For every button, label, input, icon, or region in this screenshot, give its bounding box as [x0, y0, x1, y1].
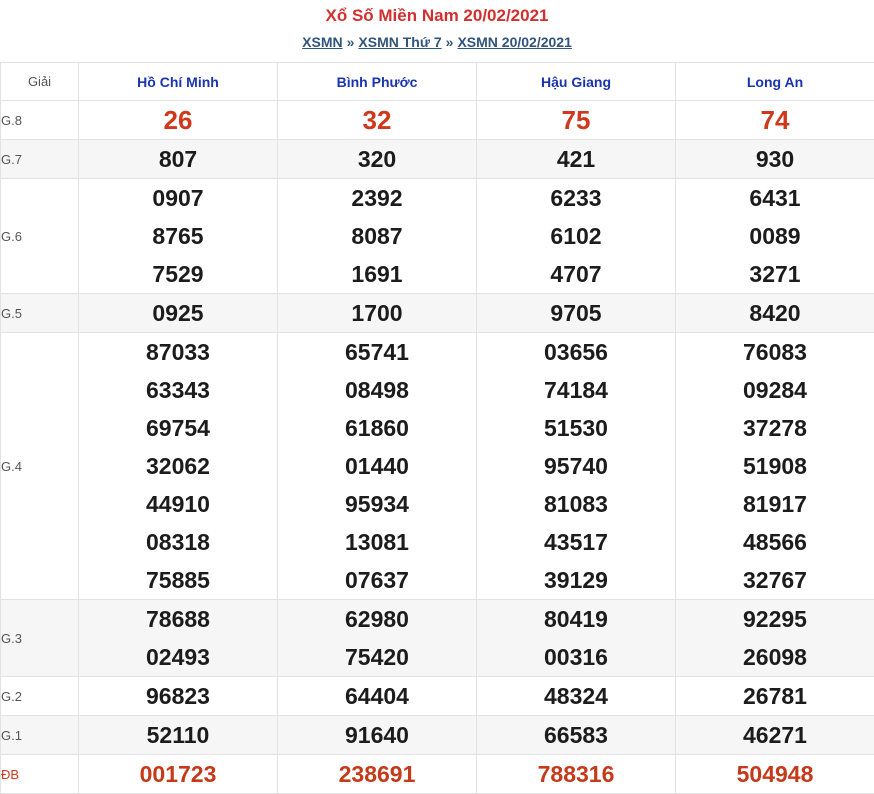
result-number: 80419	[544, 606, 608, 632]
result-cell	[79, 179, 278, 294]
result-number: 6102	[550, 223, 602, 249]
results-body	[1, 101, 874, 794]
result-number: 69754	[146, 415, 210, 441]
result-cell	[676, 755, 874, 794]
result-cell	[477, 140, 676, 179]
prize-label: G.6	[1, 179, 79, 294]
result-number: 37278	[743, 415, 807, 441]
result-number: 95934	[345, 491, 409, 517]
result-number: 6431	[749, 185, 801, 211]
result-number: 26781	[743, 683, 807, 709]
result-cell	[278, 677, 477, 716]
result-number: 8420	[749, 300, 801, 326]
breadcrumb	[0, 34, 874, 50]
result-cell	[477, 716, 676, 755]
result-number: 62980	[345, 606, 409, 632]
prize-row-g6	[1, 179, 874, 294]
result-number: 26098	[743, 644, 807, 670]
result-cell	[278, 101, 477, 140]
result-number: 81917	[743, 491, 807, 517]
result-number: 39129	[544, 567, 608, 593]
table-header-row	[1, 63, 874, 101]
result-number: 48324	[544, 683, 608, 709]
breadcrumb-separator: »	[445, 34, 454, 50]
result-number: 6233	[550, 185, 602, 211]
result-number: 3271	[749, 261, 801, 287]
result-cell	[79, 294, 278, 333]
result-number: 7529	[152, 261, 204, 287]
result-number: 46271	[743, 722, 807, 748]
result-cell	[278, 333, 477, 600]
result-number: 51908	[743, 453, 807, 479]
result-number: 52110	[146, 722, 210, 748]
province-header-binh-phuoc[interactable]: Bình Phước	[278, 63, 477, 101]
prize-row-g2	[1, 677, 874, 716]
result-cell	[676, 600, 874, 677]
result-number: 930	[755, 146, 795, 172]
result-cell	[278, 294, 477, 333]
result-number: 001723	[139, 761, 217, 787]
prize-label: G.5	[1, 294, 79, 333]
result-number: 32	[362, 105, 392, 135]
result-cell	[278, 600, 477, 677]
result-number: 00316	[544, 644, 608, 670]
result-number: 07637	[345, 567, 409, 593]
page-header	[0, 0, 874, 62]
result-cell	[79, 333, 278, 600]
result-number: 9705	[550, 300, 602, 326]
result-cell	[79, 716, 278, 755]
prize-label: G.4	[1, 333, 79, 600]
result-number: 81083	[544, 491, 608, 517]
prize-label: G.8	[1, 101, 79, 140]
result-number: 63343	[146, 377, 210, 403]
prize-label: G.3	[1, 600, 79, 677]
province-header-ho-chi-minh[interactable]: Hồ Chí Minh	[79, 63, 278, 101]
prize-row-db	[1, 755, 874, 794]
results-table	[0, 62, 874, 794]
result-number: 78688	[146, 606, 210, 632]
result-number: 238691	[338, 761, 416, 787]
breadcrumb-xsmn-date[interactable]: XSMN 20/02/2021	[457, 34, 572, 50]
prize-row-g8	[1, 101, 874, 140]
result-cell	[477, 179, 676, 294]
result-number: 8087	[351, 223, 403, 249]
result-cell	[278, 716, 477, 755]
prize-label: G.7	[1, 140, 79, 179]
result-number: 02493	[146, 644, 210, 670]
result-number: 92295	[743, 606, 807, 632]
province-header-hau-giang[interactable]: Hậu Giang	[477, 63, 676, 101]
result-number: 01440	[345, 453, 409, 479]
prize-label: ĐB	[1, 755, 79, 794]
result-number: 788316	[537, 761, 615, 787]
result-number: 1691	[351, 261, 403, 287]
result-cell	[477, 294, 676, 333]
result-cell	[278, 140, 477, 179]
result-number: 87033	[146, 339, 210, 365]
result-number: 32062	[146, 453, 210, 479]
result-cell	[676, 333, 874, 600]
result-number: 421	[556, 146, 596, 172]
result-number: 8765	[152, 223, 204, 249]
prize-row-g7	[1, 140, 874, 179]
result-cell	[79, 677, 278, 716]
province-header-long-an[interactable]: Long An	[676, 63, 874, 101]
result-number: 4707	[550, 261, 602, 287]
result-number: 44910	[146, 491, 210, 517]
prize-row-g4	[1, 333, 874, 600]
result-cell	[477, 101, 676, 140]
result-number: 76083	[743, 339, 807, 365]
result-number: 91640	[345, 722, 409, 748]
result-number: 08498	[345, 377, 409, 403]
result-number: 74	[760, 105, 790, 135]
prize-label: G.2	[1, 677, 79, 716]
result-cell	[477, 677, 676, 716]
result-number: 48566	[743, 529, 807, 555]
prize-row-g5	[1, 294, 874, 333]
result-cell	[79, 140, 278, 179]
result-cell	[477, 755, 676, 794]
breadcrumb-xsmn[interactable]: XSMN	[302, 34, 343, 50]
prize-column-header: Giải	[1, 63, 79, 101]
prize-label: G.1	[1, 716, 79, 755]
result-number: 65741	[345, 339, 409, 365]
result-number: 95740	[544, 453, 608, 479]
result-number: 96823	[146, 683, 210, 709]
result-number: 09284	[743, 377, 807, 403]
result-number: 504948	[736, 761, 814, 787]
result-number: 13081	[345, 529, 409, 555]
result-number: 51530	[544, 415, 608, 441]
result-cell	[278, 179, 477, 294]
result-number: 75885	[146, 567, 210, 593]
result-number: 74184	[544, 377, 608, 403]
result-number: 03656	[544, 339, 608, 365]
result-number: 0925	[152, 300, 204, 326]
result-number: 66583	[544, 722, 608, 748]
breadcrumb-separator: »	[346, 34, 355, 50]
result-number: 0089	[749, 223, 801, 249]
result-number: 26	[163, 105, 193, 135]
result-cell	[477, 333, 676, 600]
result-number: 807	[158, 146, 198, 172]
result-number: 08318	[146, 529, 210, 555]
result-number: 64404	[345, 683, 409, 709]
result-number: 61860	[345, 415, 409, 441]
result-number: 43517	[544, 529, 608, 555]
result-number: 0907	[152, 185, 204, 211]
result-cell	[676, 677, 874, 716]
result-number: 75	[561, 105, 591, 135]
result-cell	[676, 716, 874, 755]
result-cell	[278, 755, 477, 794]
prize-row-g1	[1, 716, 874, 755]
result-cell	[79, 600, 278, 677]
result-number: 2392	[351, 185, 403, 211]
breadcrumb-xsmn-thu-7[interactable]: XSMN Thứ 7	[358, 34, 442, 50]
prize-row-g3	[1, 600, 874, 677]
result-cell	[79, 101, 278, 140]
result-number: 320	[357, 146, 397, 172]
result-cell	[79, 755, 278, 794]
result-number: 32767	[743, 567, 807, 593]
result-cell	[676, 179, 874, 294]
result-cell	[676, 294, 874, 333]
result-cell	[477, 600, 676, 677]
result-cell	[676, 101, 874, 140]
result-cell	[676, 140, 874, 179]
result-number: 1700	[351, 300, 403, 326]
result-number: 75420	[345, 644, 409, 670]
page-title: Xổ Số Miền Nam 20/02/2021	[325, 6, 549, 25]
